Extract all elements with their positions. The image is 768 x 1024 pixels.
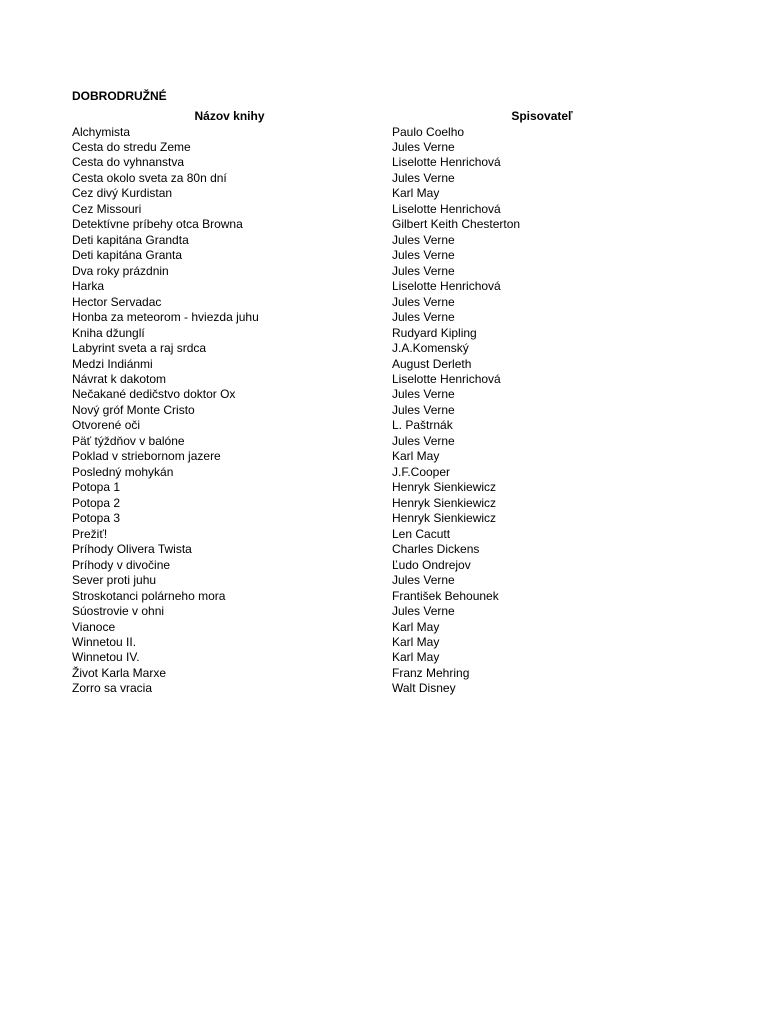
- table-row: [0, 403, 768, 418]
- book-author-cell: J.A.Komenský: [392, 341, 469, 356]
- table-row: [0, 264, 768, 279]
- book-title-cell: Zorro sa vracia: [72, 681, 153, 696]
- book-author-cell: Liselotte Henrichová: [392, 372, 501, 386]
- book-title-cell: Stroskotanci polárneho mora: [72, 588, 226, 603]
- book-title-cell: Cesta do vyhnanstva: [72, 155, 185, 170]
- book-title-cell: Alchymista: [72, 124, 131, 139]
- book-author-cell: Gilbert Keith Chesterton: [392, 217, 521, 232]
- book-title-cell: Posledný mohykán: [72, 464, 174, 479]
- table-row: [0, 140, 768, 155]
- table-row: [0, 186, 768, 201]
- book-title-cell: Vianoce: [72, 619, 116, 634]
- table-row: [0, 558, 768, 573]
- book-author-cell: Jules Verne: [392, 170, 455, 185]
- table-row: [0, 527, 768, 542]
- book-title-cell: Winnetou II.: [72, 634, 137, 649]
- table-row: [0, 681, 768, 696]
- section-title: DOBRODRUŽNÉ: [72, 89, 167, 103]
- book-title-cell: Dva roky prázdnin: [72, 263, 169, 278]
- table-row: [0, 542, 768, 557]
- table-row: [0, 418, 768, 433]
- book-table: [0, 125, 768, 697]
- table-row: [0, 341, 768, 356]
- book-author-cell: Jules Verne: [392, 402, 455, 417]
- book-title-cell: Deti kapitána Grandta: [72, 232, 189, 247]
- book-title-cell: Cez divý Kurdistan: [72, 186, 173, 201]
- book-author-cell: Jules Verne: [392, 263, 455, 278]
- table-row: [0, 635, 768, 650]
- book-title-cell: Poklad v striebornom jazere: [72, 449, 221, 464]
- book-author-cell: Rudyard Kipling: [392, 325, 477, 340]
- table-row: [0, 465, 768, 480]
- book-author-cell: Jules Verne: [392, 310, 455, 325]
- book-title-cell: Život Karla Marxe: [72, 665, 167, 680]
- table-row: [0, 279, 768, 294]
- table-row: [0, 604, 768, 619]
- table-header: [0, 109, 768, 124]
- table-row: [0, 326, 768, 341]
- table-row: [0, 217, 768, 232]
- book-author-cell: Charles Dickens: [392, 542, 480, 557]
- book-author-cell: Henryk Sienkiewicz: [392, 480, 497, 495]
- column-header-title: Názov knihy: [194, 109, 265, 123]
- book-title-cell: Labyrint sveta a raj srdca: [72, 341, 207, 356]
- table-row: [0, 155, 768, 170]
- book-title-cell: Deti kapitána Granta: [72, 248, 183, 263]
- book-author-cell: Karl May: [392, 619, 440, 634]
- book-title-cell: Detektívne príbehy otca Browna: [72, 217, 243, 232]
- book-author-cell: Franz Mehring: [392, 665, 470, 680]
- book-title-cell: Nový gróf Monte Cristo: [72, 402, 195, 417]
- book-author-cell: Paulo Coelho: [392, 124, 465, 139]
- book-author-cell: Henryk Sienkiewicz: [392, 511, 497, 526]
- table-row: [0, 372, 768, 387]
- book-title-cell: Cesta okolo sveta za 80n dní: [72, 170, 227, 185]
- book-title-cell: Potopa 2: [72, 495, 121, 510]
- book-author-cell: František Behounek: [392, 588, 499, 603]
- book-author-cell: Liselotte Henrichová: [392, 279, 501, 294]
- book-author-cell: Karl May: [392, 634, 440, 649]
- table-row: [0, 310, 768, 325]
- book-title-cell: Harka: [72, 279, 105, 294]
- book-author-cell: Henryk Sienkiewicz: [392, 495, 497, 510]
- book-title-cell: Príhody Olivera Twista: [72, 542, 192, 557]
- table-row: [0, 480, 768, 495]
- book-title-cell: Honba za meteorom - hviezda juhu: [72, 310, 259, 325]
- book-title-cell: Nečakané dedičstvo doktor Ox: [72, 387, 236, 402]
- table-row: [0, 357, 768, 372]
- book-title-cell: Medzi Indiánmi: [72, 356, 153, 371]
- book-title-cell: Potopa 1: [72, 480, 121, 495]
- book-author-cell: Walt Disney: [392, 681, 456, 696]
- table-row: [0, 248, 768, 263]
- table-row: [0, 666, 768, 681]
- book-title-cell: Potopa 3: [72, 511, 121, 526]
- table-row: [0, 295, 768, 310]
- column-header-author: Spisovateľ: [511, 109, 573, 123]
- book-author-cell: Liselotte Henrichová: [392, 155, 501, 170]
- book-author-cell: Liselotte Henrichová: [392, 201, 501, 216]
- book-title-cell: Winnetou IV.: [72, 650, 140, 665]
- book-title-cell: Otvorené oči: [72, 418, 141, 433]
- table-row: [0, 202, 768, 217]
- book-title-cell: Hector Servadac: [72, 294, 162, 309]
- book-author-cell: Karl May: [392, 650, 440, 665]
- table-row: [0, 449, 768, 464]
- table-row: [0, 434, 768, 449]
- book-title-cell: Príhody v divočine: [72, 557, 171, 572]
- book-author-cell: Karl May: [392, 449, 440, 464]
- table-row: [0, 573, 768, 588]
- table-row: [0, 387, 768, 402]
- book-author-cell: Jules Verne: [392, 248, 455, 263]
- book-author-cell: Jules Verne: [392, 604, 455, 619]
- book-author-cell: L. Paštrnák: [392, 418, 453, 433]
- book-title-cell: Sever proti juhu: [72, 573, 157, 588]
- book-author-cell: Jules Verne: [392, 232, 455, 247]
- book-author-cell: Jules Verne: [392, 387, 455, 402]
- book-title-cell: Cez Missouri: [72, 201, 142, 216]
- book-author-cell: Jules Verne: [392, 573, 455, 588]
- book-title-cell: Cesta do stredu Zeme: [72, 139, 191, 154]
- book-author-cell: Karl May: [392, 186, 440, 201]
- table-row: [0, 650, 768, 665]
- table-row: [0, 171, 768, 186]
- table-row: [0, 620, 768, 635]
- book-author-cell: Jules Verne: [392, 294, 455, 309]
- book-title-cell: Súostrovie v ohni: [72, 604, 165, 619]
- book-title-cell: Prežiť!: [72, 526, 108, 541]
- table-row: [0, 125, 768, 140]
- table-row: [0, 496, 768, 511]
- book-author-cell: Len Cacutt: [392, 526, 451, 541]
- book-author-cell: Ľudo Ondrejov: [392, 557, 471, 572]
- book-author-cell: Jules Verne: [392, 139, 455, 154]
- book-author-cell: J.F.Cooper: [392, 464, 451, 479]
- book-title-cell: Päť týždňov v balóne: [72, 433, 185, 448]
- book-title-cell: Kniha džunglí: [72, 325, 145, 340]
- book-title-cell: Návrat k dakotom: [72, 372, 167, 386]
- table-row: [0, 589, 768, 604]
- book-author-cell: August Derleth: [392, 356, 472, 371]
- table-row: [0, 233, 768, 248]
- table-row: [0, 511, 768, 526]
- book-author-cell: Jules Verne: [392, 433, 455, 448]
